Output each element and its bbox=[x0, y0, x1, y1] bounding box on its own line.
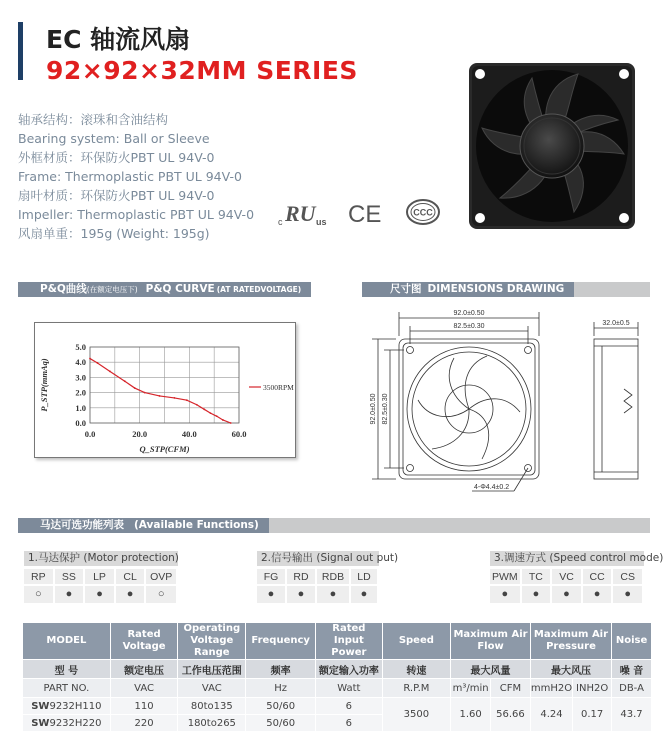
table-unit: R.P.M bbox=[382, 679, 451, 698]
table-cell-power: 6 bbox=[316, 698, 383, 715]
function-cell-ld: LD ● bbox=[351, 569, 377, 603]
table-unit: Hz bbox=[246, 679, 316, 698]
y-tick-label: 1.0 bbox=[75, 402, 86, 413]
function-cell-cl: CL ● bbox=[116, 569, 145, 603]
function-group-title: 3.调速方式 (Speed control mode) bbox=[490, 551, 644, 566]
ul-c: c bbox=[278, 217, 283, 227]
table-cell-voltage: 220 bbox=[110, 715, 178, 732]
data-point bbox=[159, 395, 161, 397]
table-header: Rated Voltage bbox=[110, 623, 178, 660]
table-unit: INH2O bbox=[573, 679, 612, 698]
data-point bbox=[89, 358, 91, 360]
data-point bbox=[174, 397, 176, 399]
x-tick-label: 20.0 bbox=[132, 429, 148, 439]
spec-frame-cn: 外框材质：环保防火PBT UL 94V-0 bbox=[18, 150, 215, 165]
table-unit: m³/min bbox=[451, 679, 491, 698]
data-point bbox=[97, 362, 99, 364]
table-header: Rated Input Power bbox=[316, 623, 383, 660]
data-point bbox=[222, 419, 224, 421]
y-axis-label: P_STP(mmAq) bbox=[39, 358, 49, 412]
x-tick-label: 60.0 bbox=[231, 429, 247, 439]
data-point bbox=[186, 399, 188, 401]
x-axis-label: Q_STP(CFM) bbox=[139, 444, 190, 454]
table-cell-pressure-inh2o: 0.17 bbox=[573, 698, 612, 732]
function-cell-ss: SS ● bbox=[55, 569, 84, 603]
table-cell-frequency: 50/60 bbox=[246, 715, 316, 732]
dim-overall-height: 92.0±0.50 bbox=[370, 393, 377, 425]
table-cell-range: 80to135 bbox=[178, 698, 246, 715]
functions-section-header: 马达可选功能列表 (Available Functions) bbox=[18, 518, 650, 533]
spec-weight: 风扇单重：195g (Weight: 195g) bbox=[18, 226, 210, 241]
function-cell-cc: CC ● bbox=[583, 569, 612, 603]
table-cell-speed: 3500 bbox=[382, 698, 451, 732]
spec-table bbox=[22, 622, 652, 732]
table-cell-noise: 43.7 bbox=[612, 698, 652, 732]
table-cell-model: SW9232H220 bbox=[23, 715, 111, 732]
table-unit: DB-A bbox=[612, 679, 652, 698]
spec-frame-en: Frame: Thermoplastic PBT UL 94V-0 bbox=[18, 169, 242, 184]
table-header-cn: 工作电压范围 bbox=[178, 660, 246, 679]
x-tick-label: 0.0 bbox=[84, 429, 96, 439]
fan-product-photo bbox=[468, 62, 636, 230]
certification-marks bbox=[278, 195, 448, 229]
series-title: 92×92×32MM SERIES bbox=[46, 56, 358, 85]
pq-chart-frame bbox=[34, 322, 296, 458]
table-unit-row bbox=[23, 679, 652, 698]
data-point bbox=[210, 412, 212, 414]
spec-list bbox=[18, 110, 254, 243]
page-title: EC 轴流风扇 bbox=[46, 25, 191, 54]
pq-curve-section-header: P&Q曲线(在额定电压下) P&Q CURVE (AT RATEDVOLTAGE) bbox=[18, 282, 308, 297]
svg-text:RU: RU bbox=[285, 201, 316, 226]
dimensions-section-header: 尺寸图 DIMENSIONS DRAWING bbox=[362, 282, 650, 297]
dim-thickness: 32.0±0.5 bbox=[602, 320, 630, 327]
table-header-cn: 额定输入功率 bbox=[316, 660, 383, 679]
table-header-row bbox=[23, 623, 652, 660]
table-header-cn-row bbox=[23, 660, 652, 679]
table-unit: VAC bbox=[178, 679, 246, 698]
table-header-cn: 最大风压 bbox=[530, 660, 611, 679]
title-accent-bar bbox=[18, 22, 23, 80]
table-unit: mmH2O bbox=[530, 679, 572, 698]
spec-impeller-cn: 扇叶材质：环保防火PBT UL 94V-0 bbox=[18, 188, 215, 203]
function-group-signal-output bbox=[257, 551, 399, 603]
table-row bbox=[23, 698, 652, 715]
ul-mark-icon bbox=[278, 201, 327, 227]
table-unit: Watt bbox=[316, 679, 383, 698]
table-cell-power: 6 bbox=[316, 715, 383, 732]
ce-mark-icon: CE bbox=[348, 201, 382, 228]
spec-bearing-cn: 轴承结构：滚珠和含油结构 bbox=[18, 112, 169, 127]
data-point bbox=[203, 408, 205, 410]
table-header: Speed bbox=[382, 623, 451, 660]
table-cell-range: 180to265 bbox=[178, 715, 246, 732]
table-unit: PART NO. bbox=[23, 679, 111, 698]
table-header: Maximum Air Pressure bbox=[530, 623, 611, 660]
data-point bbox=[134, 387, 136, 389]
data-point bbox=[109, 370, 111, 372]
dimensions-drawing bbox=[362, 304, 652, 504]
table-cell-frequency: 50/60 bbox=[246, 698, 316, 715]
svg-text:CCC: CCC bbox=[413, 207, 433, 218]
function-cell-cs: CS ● bbox=[613, 569, 642, 603]
x-tick-label: 40.0 bbox=[181, 429, 197, 439]
table-header-cn: 最大风量 bbox=[451, 660, 531, 679]
function-cell-rp: RP ○ bbox=[24, 569, 53, 603]
table-header-cn: 转速 bbox=[382, 660, 451, 679]
function-cell-rd: RD ● bbox=[287, 569, 315, 603]
y-tick-label: 4.0 bbox=[75, 357, 86, 368]
table-cell-pressure-mmh2o: 4.24 bbox=[530, 698, 572, 732]
table-unit: CFM bbox=[491, 679, 531, 698]
function-cell-tc: TC ● bbox=[522, 569, 551, 603]
table-unit: VAC bbox=[110, 679, 178, 698]
table-header-cn: 额定电压 bbox=[110, 660, 178, 679]
function-group-title: 2.信号输出 (Signal out put) bbox=[257, 551, 379, 566]
table-header: Frequency bbox=[246, 623, 316, 660]
ul-us: us bbox=[316, 217, 327, 227]
dim-overall-width: 92.0±0.50 bbox=[453, 310, 485, 317]
ccc-mark-icon bbox=[407, 200, 439, 224]
function-cell-fg: FG ● bbox=[257, 569, 285, 603]
dim-hole-spacing-v: 82.5±0.30 bbox=[382, 393, 389, 425]
data-point bbox=[144, 392, 146, 394]
y-tick-label: 0.0 bbox=[75, 418, 86, 428]
table-header: Maximum Air Flow bbox=[451, 623, 531, 660]
table-cell-voltage: 110 bbox=[110, 698, 178, 715]
y-tick-label: 3.0 bbox=[75, 372, 86, 383]
table-header: Operating Voltage Range bbox=[178, 623, 246, 660]
function-group-motor-protection bbox=[24, 551, 178, 603]
dim-hole-spacing: 82.5±0.30 bbox=[453, 323, 485, 330]
spec-impeller-en: Impeller: Thermoplastic PBT UL 94V-0 bbox=[18, 207, 255, 222]
function-cell-vc: VC ● bbox=[552, 569, 581, 603]
legend-label: 3500RPM bbox=[263, 383, 294, 392]
y-tick-label: 2.0 bbox=[75, 387, 86, 398]
table-cell-model: SW9232H110 bbox=[23, 698, 111, 715]
table-header: Noise bbox=[612, 623, 652, 660]
function-cell-ovp: OVP ○ bbox=[146, 569, 176, 603]
function-cell-lp: LP ● bbox=[85, 569, 114, 603]
pq-chart bbox=[35, 323, 297, 459]
dim-holes: 4-Φ4.4±0.2 bbox=[474, 484, 510, 491]
function-group-title: 1.马达保护 (Motor protection) bbox=[24, 551, 178, 566]
data-point bbox=[230, 422, 232, 424]
spec-bearing-en: Bearing system: Ball or Sleeve bbox=[18, 131, 210, 146]
function-group-speed-control bbox=[490, 551, 664, 603]
y-tick-label: 5.0 bbox=[75, 342, 86, 352]
data-point bbox=[124, 380, 126, 382]
function-cell-pwm: PWM ● bbox=[490, 569, 520, 603]
table-cell-airflow-m3: 1.60 bbox=[451, 698, 491, 732]
table-header-cn: 频率 bbox=[246, 660, 316, 679]
table-header-cn: 噪 音 bbox=[612, 660, 652, 679]
table-header: MODEL bbox=[23, 623, 111, 660]
data-point bbox=[196, 404, 198, 406]
data-point bbox=[216, 415, 218, 417]
function-cell-rdb: RDB ● bbox=[317, 569, 349, 603]
table-header-cn: 型 号 bbox=[23, 660, 111, 679]
table-cell-airflow-cfm: 56.66 bbox=[491, 698, 531, 732]
